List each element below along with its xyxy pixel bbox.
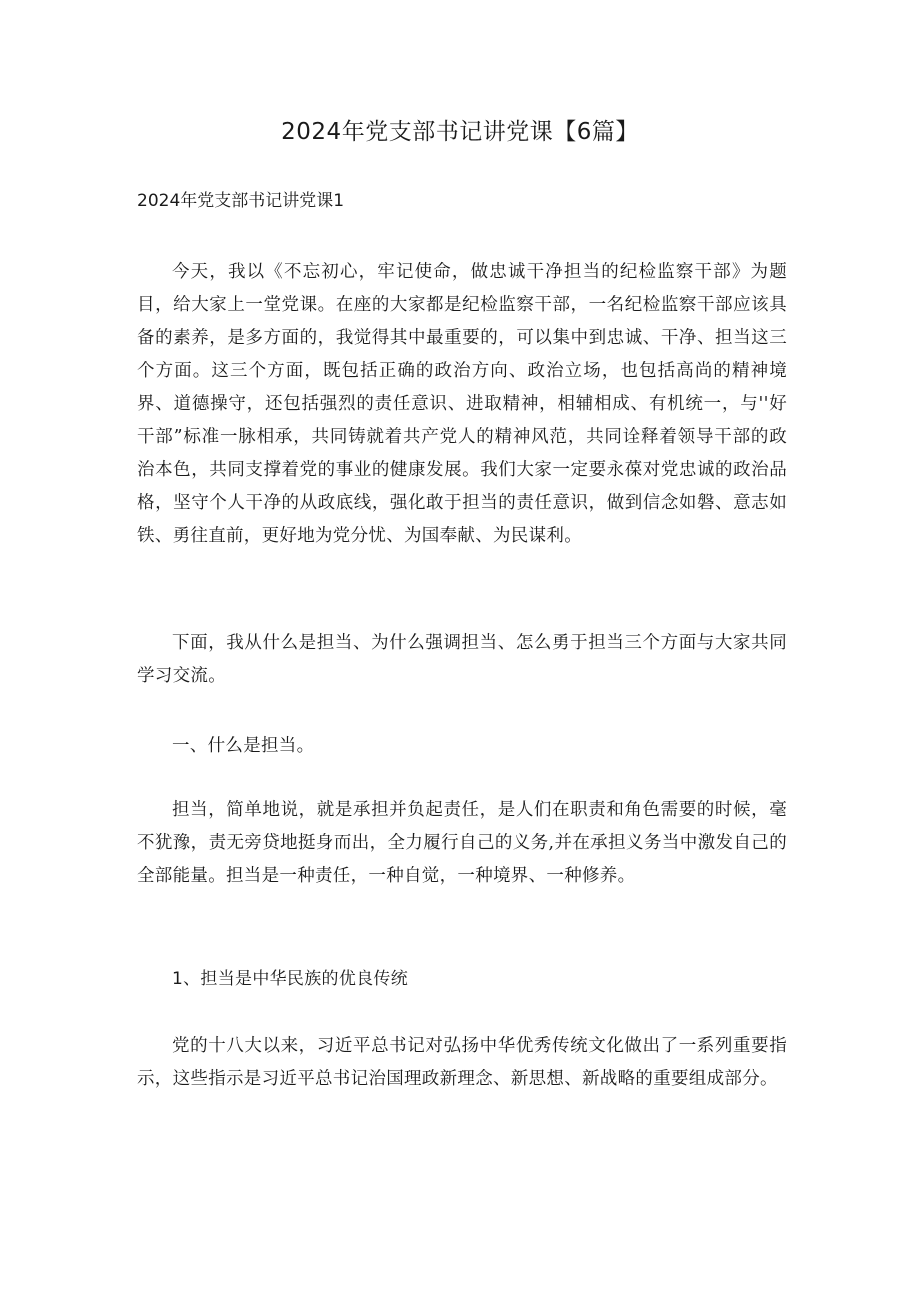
paragraph-outline: 下面，我从什么是担当、为什么强调担当、怎么勇于担当三个方面与大家共同学习交流。 xyxy=(137,633,787,686)
section-title: 2024年党支部书记讲党课1 xyxy=(137,191,345,211)
paragraph-tradition: 党的十八大以来，习近平总书记对弘扬中华优秀传统文化做出了一系列重要指示，这些指示是习近平总书记治国理政新理念、新思想、新战略的重要组成部分。 xyxy=(137,1036,787,1089)
paragraph-intro: 今天，我以《不忘初心，牢记使命，做忠诚干净担当的纪检监察干部》为题目，给大家上一堂党课。在座的大家都是纪检监察干部，一名纪检监察干部应该具备的素养，是多方面的，我觉得其中最重要的，可以集中到忠诚、干净、担当这三个方面。这三个方面，既包括正确的政治方向、政治立场，也包括高尚的精神境界、道德操守，还包括强烈的责任意识、进取精神，相辅相成、有机统一，与''好干部”标准一脉相承，共同铸就着共产党人的精神风范，共同诠释着领导干部的政治本色，共同支撑着党的事业的健康发展。我们大家一定要永葆对党忠诚的政治品格，坚守个人干净的从政底线，强化敢于担当的责任意识，做到信念如磐、意志如铁、勇往直前，更好地为党分忧、为国奉献、为民谋利。 xyxy=(137,262,787,546)
document-title: 2024年党支部书记讲党课【6篇】 xyxy=(281,119,639,145)
paragraph-definition: 担当，简单地说，就是承担并负起责任，是人们在职责和角色需要的时候，毫不犹豫，责无旁贷地挺身而出，全力履行自己的义务,并在承担义务当中激发自己的全部能量。担当是一种责任，一种自觉，一种境界、一种修养。 xyxy=(137,800,787,886)
subheading-tradition: 1、担当是中华民族的优良传统 xyxy=(172,969,409,989)
heading-what-is-responsibility: 一、什么是担当。 xyxy=(172,736,315,756)
